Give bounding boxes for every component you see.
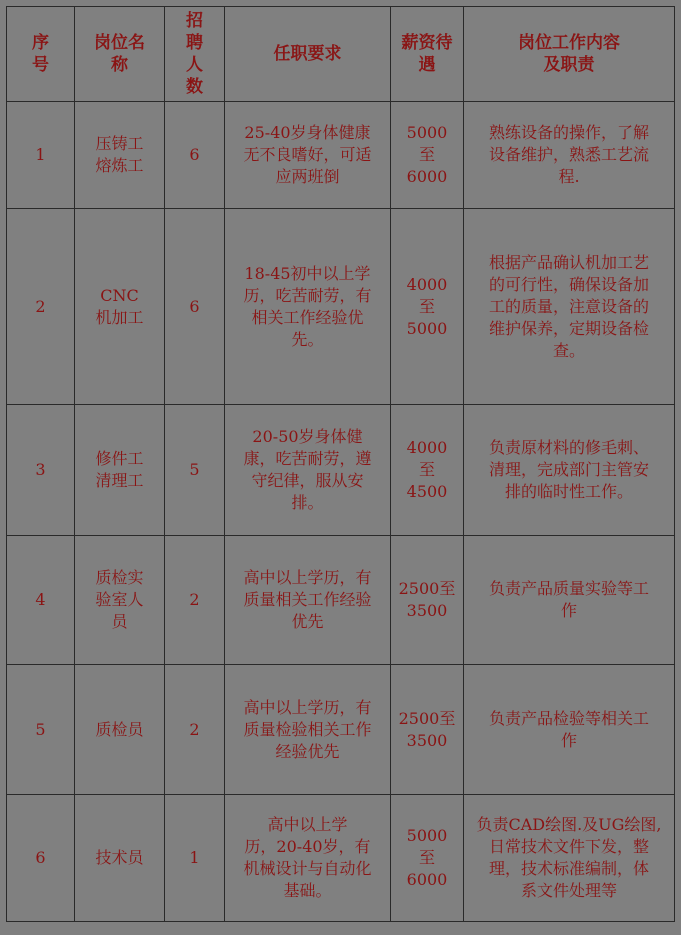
cell-salary: 5000 至 6000: [391, 102, 464, 209]
cell-seq: 1: [7, 102, 75, 209]
cell-position: 压铸工 熔炼工: [75, 102, 165, 209]
cell-position: 技术员: [75, 795, 165, 922]
cell-requirements: 高中以上学历，有 质量相关工作经验 优先: [225, 536, 391, 665]
cell-duties: 负责原材料的修毛刺、 清理，完成部门主管安 排的临时性工作。: [464, 405, 675, 536]
table-row: [7, 405, 675, 536]
cell-position: 质检员: [75, 665, 165, 795]
job-recruitment-table: [6, 6, 675, 922]
cell-position: CNC 机加工: [75, 209, 165, 405]
cell-seq: 4: [7, 536, 75, 665]
cell-count: 2: [165, 665, 225, 795]
header-count: 招 聘 人 数: [165, 7, 225, 102]
cell-requirements: 25-40岁身体健康 无不良嗜好，可适 应两班倒: [225, 102, 391, 209]
header-requirements: 任职要求: [225, 7, 391, 102]
table-row: [7, 102, 675, 209]
cell-seq: 2: [7, 209, 75, 405]
cell-position: 修件工 清理工: [75, 405, 165, 536]
cell-duties: 负责产品质量实验等工 作: [464, 536, 675, 665]
cell-requirements: 20-50岁身体健 康，吃苦耐劳，遵 守纪律，服从安 排。: [225, 405, 391, 536]
header-row: [7, 7, 675, 102]
cell-salary: 4000 至 5000: [391, 209, 464, 405]
cell-duties: 根据产品确认机加工艺 的可行性，确保设备加 工的质量，注意设备的 维护保养，定期设备检 查。: [464, 209, 675, 405]
cell-position: 质检实 验室人 员: [75, 536, 165, 665]
cell-seq: 5: [7, 665, 75, 795]
cell-duties: 负责CAD绘图.及UG绘图, 日常技术文件下发，整 理，技术标准编制，体 系文件处理等: [464, 795, 675, 922]
table-row: [7, 536, 675, 665]
cell-salary: 2500至 3500: [391, 536, 464, 665]
cell-requirements: 18-45初中以上学 历，吃苦耐劳，有 相关工作经验优 先。: [225, 209, 391, 405]
header-salary: 薪资待 遇: [391, 7, 464, 102]
cell-count: 5: [165, 405, 225, 536]
cell-salary: 2500至 3500: [391, 665, 464, 795]
table-row: [7, 209, 675, 405]
cell-count: 6: [165, 209, 225, 405]
table-row: [7, 665, 675, 795]
cell-seq: 6: [7, 795, 75, 922]
cell-count: 2: [165, 536, 225, 665]
cell-salary: 5000 至 6000: [391, 795, 464, 922]
table-row: [7, 795, 675, 922]
cell-count: 6: [165, 102, 225, 209]
cell-duties: 负责产品检验等相关工 作: [464, 665, 675, 795]
cell-seq: 3: [7, 405, 75, 536]
header-seq: 序 号: [7, 7, 75, 102]
cell-requirements: 高中以上学历，有 质量检验相关工作 经验优先: [225, 665, 391, 795]
cell-duties: 熟练设备的操作，了解 设备维护，熟悉工艺流 程.: [464, 102, 675, 209]
cell-requirements: 高中以上学 历，20-40岁，有 机械设计与自动化 基础。: [225, 795, 391, 922]
header-position: 岗位名 称: [75, 7, 165, 102]
cell-count: 1: [165, 795, 225, 922]
cell-salary: 4000 至 4500: [391, 405, 464, 536]
header-duties: 岗位工作内容 及职责: [464, 7, 675, 102]
